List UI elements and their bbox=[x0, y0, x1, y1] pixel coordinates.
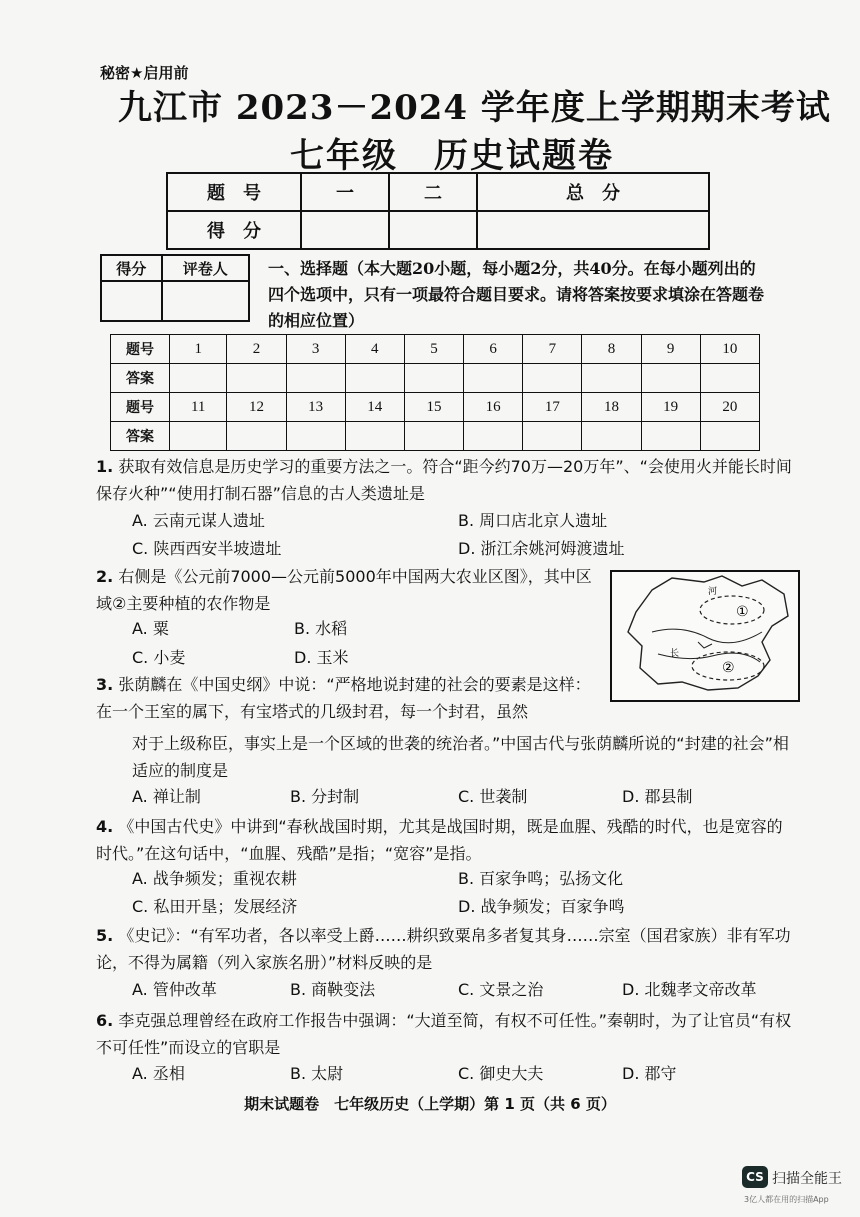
question-number: 3. bbox=[96, 675, 114, 694]
answer-cell[interactable] bbox=[582, 364, 641, 393]
answer-qnum: 19 bbox=[641, 393, 700, 422]
option-d[interactable]: D. 郡守 bbox=[622, 1064, 677, 1083]
answer-cell[interactable] bbox=[404, 422, 463, 451]
option-a[interactable]: A. 战争频发；重视农耕 bbox=[132, 869, 297, 888]
scanner-name: 扫描全能王 bbox=[772, 1171, 842, 1187]
answer-cell[interactable] bbox=[286, 364, 345, 393]
question-text: 张荫麟在《中国史纲》中说：“严格地说封建的社会的要素是这样：在一个王室的属下，有宝塔式的几级封君，每一个封君，虽然 bbox=[96, 675, 591, 721]
option-d[interactable]: D. 郡县制 bbox=[622, 787, 693, 806]
grader-name-label: 评卷人 bbox=[162, 255, 249, 281]
option-b[interactable]: B. 分封制 bbox=[290, 787, 360, 806]
grader-table bbox=[100, 254, 250, 322]
question-number: 6. bbox=[96, 1011, 114, 1030]
option-c[interactable]: C. 小麦 bbox=[132, 648, 186, 667]
answer-qlabel: 题号 bbox=[111, 335, 170, 364]
option-c[interactable]: C. 陕西西安半坡遗址 bbox=[132, 539, 282, 558]
map-label-yangtze: 长 bbox=[670, 649, 680, 659]
option-b[interactable]: B. 太尉 bbox=[290, 1064, 344, 1083]
map-label-region1: ① bbox=[736, 604, 749, 620]
answer-cell[interactable] bbox=[345, 364, 404, 393]
score-header-part1: 一 bbox=[301, 173, 389, 211]
question-number: 5. bbox=[96, 926, 114, 945]
answer-qnum: 12 bbox=[227, 393, 286, 422]
option-b[interactable]: B. 周口店北京人遗址 bbox=[458, 511, 608, 530]
scanner-slogan: 3亿人都在用的扫描App bbox=[744, 1195, 829, 1204]
question-text: 对于上级称臣，事实上是一个区域的世袭的统治者。”中国古代与张荫麟所说的“封建的社会”相适应的制度是 bbox=[132, 734, 789, 780]
answer-qnum: 6 bbox=[464, 335, 523, 364]
answer-cell[interactable] bbox=[170, 364, 227, 393]
answer-cell[interactable] bbox=[464, 364, 523, 393]
answer-qnum: 15 bbox=[404, 393, 463, 422]
answer-qnum: 13 bbox=[286, 393, 345, 422]
answer-cell[interactable] bbox=[286, 422, 345, 451]
question-2 bbox=[96, 563, 596, 617]
score-header-number: 题 号 bbox=[167, 173, 301, 211]
map-label-river: 河 bbox=[708, 587, 718, 597]
grader-score-cell[interactable] bbox=[101, 281, 162, 321]
agriculture-region-map bbox=[610, 570, 800, 702]
answer-qnum: 18 bbox=[582, 393, 641, 422]
option-d[interactable]: D. 浙江余姚河姆渡遗址 bbox=[458, 539, 625, 558]
question-text: 右侧是《公元前7000—公元前5000年中国两大农业区图》，其中区域②主要种植的农作物是 bbox=[96, 567, 592, 613]
option-d[interactable]: D. 玉米 bbox=[294, 648, 349, 667]
scanner-logo: CS bbox=[742, 1166, 768, 1188]
answer-qnum: 2 bbox=[227, 335, 286, 364]
score-row-label: 得 分 bbox=[167, 211, 301, 249]
score-header-part2: 二 bbox=[389, 173, 477, 211]
answer-cell[interactable] bbox=[227, 422, 286, 451]
option-b[interactable]: B. 商鞅变法 bbox=[290, 980, 376, 999]
question-text: 《史记》：“有军功者，各以率受上爵……耕织致粟帛多者复其身……宗室（国君家族）非有军功论，不得为属籍（列入家族名册）”材料反映的是 bbox=[96, 926, 791, 972]
answer-cell[interactable] bbox=[641, 422, 700, 451]
answer-cell[interactable] bbox=[404, 364, 463, 393]
answer-cell[interactable] bbox=[464, 422, 523, 451]
china-outline-map bbox=[612, 572, 798, 700]
option-a[interactable]: A. 管仲改革 bbox=[132, 980, 217, 999]
option-c[interactable]: C. 私田开垦；发展经济 bbox=[132, 897, 298, 916]
question-3 bbox=[96, 671, 606, 725]
answer-qnum: 8 bbox=[582, 335, 641, 364]
answer-qnum: 7 bbox=[523, 335, 582, 364]
option-c[interactable]: C. 世袭制 bbox=[458, 787, 528, 806]
answer-qlabel: 题号 bbox=[111, 393, 170, 422]
answer-cell[interactable] bbox=[345, 422, 404, 451]
answer-qnum: 11 bbox=[170, 393, 227, 422]
section1-instructions: 一、选择题（本大题20小题，每小题2分，共40分。在每小题列出的四个选项中，只有一项最符合题目要求。请将答案按要求填涂在答题卷的相应位置） bbox=[268, 259, 765, 330]
question-text: 《中国古代史》中讲到“春秋战国时期，尤其是战国时期，既是血腥、残酷的时代，也是宽容的时代。”在这句话中，“血腥、残酷”是指；“宽容”是指。 bbox=[96, 817, 783, 863]
option-d[interactable]: D. 北魏孝文帝改革 bbox=[622, 980, 757, 999]
option-a[interactable]: A. 丞相 bbox=[132, 1064, 185, 1083]
question-5 bbox=[96, 922, 796, 976]
score-cell-part1[interactable] bbox=[301, 211, 389, 249]
score-table bbox=[166, 172, 710, 250]
answer-qnum: 3 bbox=[286, 335, 345, 364]
answer-alabel: 答案 bbox=[111, 364, 170, 393]
score-cell-total[interactable] bbox=[477, 211, 709, 249]
answer-cell[interactable] bbox=[523, 364, 582, 393]
map-label-region2: ② bbox=[722, 660, 735, 676]
answer-qnum: 1 bbox=[170, 335, 227, 364]
answer-qnum: 17 bbox=[523, 393, 582, 422]
option-a[interactable]: A. 禅让制 bbox=[132, 787, 201, 806]
option-c[interactable]: C. 文景之治 bbox=[458, 980, 544, 999]
grader-score-label: 得分 bbox=[101, 255, 162, 281]
question-6 bbox=[96, 1007, 796, 1061]
question-3-continued bbox=[132, 730, 792, 784]
score-header-total: 总 分 bbox=[477, 173, 709, 211]
question-text: 获取有效信息是历史学习的重要方法之一。符合“距今约70万—20万年”、“会使用火并能长时间保存火种”“使用打制石器”信息的古人类遗址是 bbox=[96, 457, 792, 503]
answer-qnum: 9 bbox=[641, 335, 700, 364]
answer-cell[interactable] bbox=[523, 422, 582, 451]
answer-qnum: 20 bbox=[700, 393, 759, 422]
answer-cell[interactable] bbox=[700, 422, 759, 451]
option-b[interactable]: B. 百家争鸣；弘扬文化 bbox=[458, 869, 624, 888]
exam-subtitle: 七年级 历史试题卷 bbox=[290, 136, 614, 176]
option-c[interactable]: C. 御史大夫 bbox=[458, 1064, 544, 1083]
exam-title: 九江市 2023－2024 学年度上学期期末考试 bbox=[118, 88, 831, 128]
score-cell-part2[interactable] bbox=[389, 211, 477, 249]
answer-alabel: 答案 bbox=[111, 422, 170, 451]
option-a[interactable]: A. 粟 bbox=[132, 619, 169, 638]
option-d[interactable]: D. 战争频发；百家争鸣 bbox=[458, 897, 625, 916]
question-number: 2. bbox=[96, 567, 114, 586]
option-b[interactable]: B. 水稻 bbox=[294, 619, 348, 638]
page-footer: 期末试题卷 七年级历史（上学期）第 1 页（共 6 页） bbox=[244, 1095, 616, 1113]
answer-qnum: 14 bbox=[345, 393, 404, 422]
answer-cell[interactable] bbox=[582, 422, 641, 451]
question-text: 李克强总理曾经在政府工作报告中强调：“大道至简，有权不可任性。”秦朝时，为了让官员“有权不可任性”而设立的官职是 bbox=[96, 1011, 792, 1057]
answer-qnum: 10 bbox=[700, 335, 759, 364]
question-number: 4. bbox=[96, 817, 114, 836]
answer-table bbox=[110, 334, 760, 451]
answer-cell[interactable] bbox=[170, 422, 227, 451]
answer-cell[interactable] bbox=[227, 364, 286, 393]
answer-cell[interactable] bbox=[700, 364, 759, 393]
question-number: 1. bbox=[96, 457, 114, 476]
answer-cell[interactable] bbox=[641, 364, 700, 393]
secret-label: 秘密★启用前 bbox=[100, 64, 189, 82]
answer-qnum: 4 bbox=[345, 335, 404, 364]
grader-name-cell[interactable] bbox=[162, 281, 249, 321]
option-a[interactable]: A. 云南元谋人遗址 bbox=[132, 511, 265, 530]
answer-qnum: 16 bbox=[464, 393, 523, 422]
question-4 bbox=[96, 813, 796, 867]
answer-qnum: 5 bbox=[404, 335, 463, 364]
question-1 bbox=[96, 453, 796, 507]
